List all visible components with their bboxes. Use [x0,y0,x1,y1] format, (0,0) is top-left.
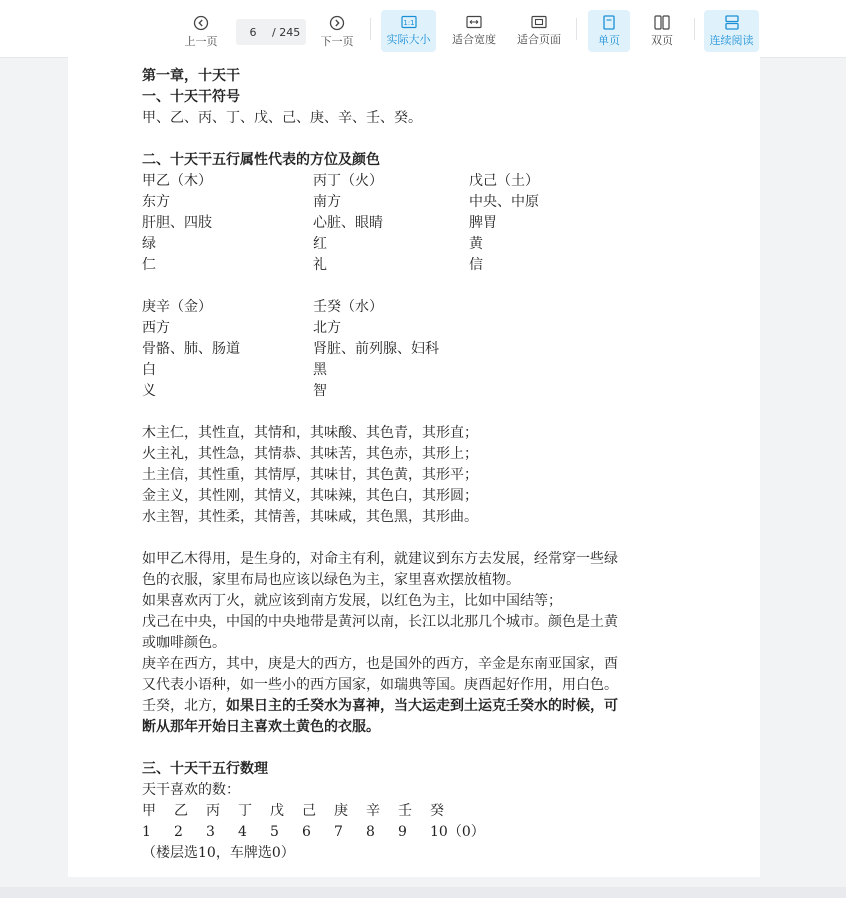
table2-row [142,381,712,402]
paragraph-line: 如甲乙木得用，是生身的，对命主有利，就建议到东方去发展，经常穿一些绿 [142,551,618,567]
svg-text:1:1: 1:1 [402,19,415,27]
toolbar-divider [370,18,371,40]
paragraph-line: 戊己在中央，中国的中央地带是黄河以南，长江以北那几个城市。颜色是土黄 [142,614,618,630]
stem-char: 癸 [430,803,444,819]
double-page-label: 双页 [651,34,673,47]
table1-row [142,171,712,192]
continuous-reading-button[interactable] [704,10,759,52]
stems-row [142,801,712,822]
prev-page-label: 上一页 [184,35,218,48]
total-pages: / 245 [272,25,301,39]
table-cell: 戊己（土） [469,173,539,189]
table-cell: 义 [142,383,156,399]
chevron-left-icon [193,15,209,31]
stem-number: 3 [206,824,215,840]
stem-char: 辛 [366,803,380,819]
stem-number: 2 [174,824,183,840]
table-cell: 丙丁（火） [313,173,383,189]
table-cell: 脾胃 [469,215,497,231]
double-page-icon [654,15,670,30]
actual-size-icon [401,15,417,29]
continuous-reading-label: 连续阅读 [709,34,754,47]
stem-char: 甲 [142,803,156,819]
bottom-scroll-area [0,887,846,898]
numbers-intro: 天干喜欢的数： [142,782,240,798]
toolbar-divider [694,18,695,40]
table-cell: 心脏、眼睛 [313,215,383,231]
table-cell: 白 [142,362,156,378]
table-cell: 肝胆、四肢 [142,215,212,231]
numbers-row [142,822,712,843]
table2-row [142,318,712,339]
paragraph-line: 又代表小语种，如一些小的西方国家，如瑞典等国。庚酉起好作用，用白色。 [142,677,618,693]
single-page-icon [602,15,616,30]
stem-char: 庚 [334,803,348,819]
fit-page-label: 适合页面 [517,33,561,46]
table-cell: 红 [313,236,327,252]
paragraph-line [142,696,712,717]
chapter-title: 第一章，十天干 [142,68,240,84]
table-cell: 西方 [142,320,170,336]
next-page-label: 下一页 [320,35,354,48]
fit-width-button[interactable] [448,10,500,52]
section-1-title: 一、十天干符号 [142,89,240,105]
stem-char: 戊 [270,803,284,819]
continuous-reading-icon [724,15,740,30]
fit-width-icon [466,15,482,29]
table-cell: 信 [469,257,483,273]
actual-size-button[interactable] [381,10,436,52]
stem-number: 1 [142,824,151,840]
stem-number: 6 [302,824,311,840]
stem-number: 10（0） [430,824,485,840]
section-3-title: 三、十天干五行数理 [142,761,268,777]
table2-row [142,297,712,318]
table1-row [142,213,712,234]
paragraph-line: 庚辛在西方，其中，庚是大的西方，也是国外的西方，辛金是东南亚国家，酉 [142,656,618,672]
double-page-button[interactable] [641,10,683,52]
table-cell: 黄 [469,236,483,252]
trait-line: 火主礼，其性急，其情恭、其味苦，其色赤，其形上； [142,446,478,462]
emphasis-text: 如果日主的壬癸水为喜神，当大运走到土运克壬癸水的时候，可 [226,698,618,714]
table2-row [142,339,712,360]
page-indicator [236,19,306,45]
table-cell: 礼 [313,257,327,273]
trait-line: 土主信，其性重，其情厚，其味甘，其色黄，其形平； [142,467,478,483]
table-cell: 骨骼、肺、肠道 [142,341,240,357]
chevron-right-icon [329,15,345,31]
stem-number: 4 [238,824,247,840]
table-cell: 南方 [313,194,341,210]
toolbar-divider [576,18,577,40]
fit-width-label: 适合宽度 [452,33,496,46]
paragraph-line: 色的衣服，家里布局也应该以绿色为主，家里喜欢摆放植物。 [142,572,520,588]
paragraph-line: 或咖啡颜色。 [142,635,226,651]
table2-row [142,360,712,381]
section-2-title: 二、十天干五行属性代表的方位及颜色 [142,152,380,168]
numbers-note: （楼层选10，车牌选0） [142,845,295,861]
stem-char: 乙 [174,803,188,819]
table-cell: 甲乙（木） [142,173,212,189]
trait-line: 木主仁，其性直，其情和，其味酸、其色青，其形直； [142,425,478,441]
table-cell: 肾脏、前列腺、妇科 [313,341,439,357]
fit-page-icon [531,15,547,29]
trait-line: 水主智，其性柔，其情善，其味咸，其色黑，其形曲。 [142,509,478,525]
prev-page-button[interactable] [180,10,222,52]
table1-row [142,234,712,255]
paragraph-text: 壬癸，北方， [142,698,226,714]
stem-char: 己 [302,803,316,819]
table-cell: 黑 [313,362,327,378]
single-page-label: 单页 [598,34,620,47]
table-cell: 中央、中原 [469,194,539,210]
emphasis-line: 断从那年开始日主喜欢土黄色的衣服。 [142,719,380,735]
table-cell: 壬癸（水） [313,299,383,315]
stem-char: 丙 [206,803,220,819]
table-cell: 仁 [142,257,156,273]
single-page-button[interactable] [588,10,630,52]
table-cell: 东方 [142,194,170,210]
table1-row [142,255,712,276]
stems-list: 甲、乙、丙、丁、戊、己、庚、辛、壬、癸。 [142,110,422,126]
document-content [142,66,712,864]
trait-line: 金主义，其性刚，其情义，其味辣，其色白，其形圆； [142,488,478,504]
stem-number: 5 [270,824,279,840]
stem-char: 丁 [238,803,252,819]
table-cell: 北方 [313,320,341,336]
stem-number: 7 [334,824,343,840]
table-cell: 庚辛（金） [142,299,212,315]
fit-page-button[interactable] [513,10,565,52]
table-cell: 智 [313,383,327,399]
stem-number: 8 [366,824,375,840]
current-page-input[interactable]: 6 [249,25,257,39]
table-cell: 绿 [142,236,156,252]
paragraph-line: 如果喜欢丙丁火，就应该到南方发展，以红色为主，比如中国结等； [142,593,562,609]
stem-number: 9 [398,824,407,840]
next-page-button[interactable] [316,10,358,52]
actual-size-label: 实际大小 [386,33,431,46]
toolbar [0,0,846,58]
stem-char: 壬 [398,803,412,819]
table1-row [142,192,712,213]
